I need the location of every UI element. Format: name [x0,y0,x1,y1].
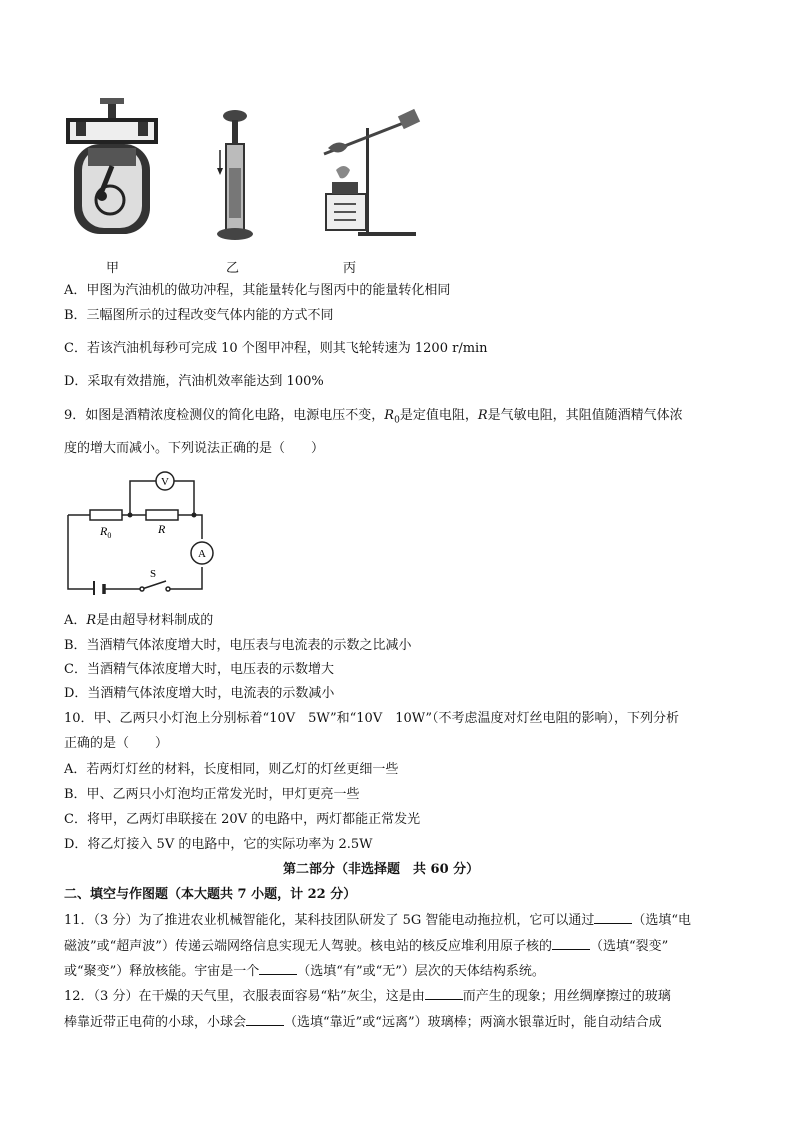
q9-stem-line1: 9．如图是酒精浓度检测仪的简化电路，电源电压不变，$R_0$是定值电阻，R是气敏电阻，其阻值随酒精气体浓 [64,408,683,426]
ammeter-symbol: A [198,548,206,560]
q11-line2: 磁波”或“超声波”）传递云端网络信息实现无人驾驶。核电站的核反应堆利用原子核的 （选填“裂变” [64,939,669,954]
q10-option-d: D．将乙灯接入 5V 的电路中，它的实际功率为 2.5W [64,837,373,852]
figure-label-jia: 甲 [106,261,120,276]
q10-option-c: C．将甲，乙两灯串联接在 20V 的电路中，两灯都能正常发光 [64,812,421,827]
test-tube-heating-figure [318,108,424,240]
switch-label: S [150,568,157,580]
r0-label: $R_0$ [100,524,112,540]
q8-option-c: C．若该汽油机每秒可完成 10 个图甲冲程，则其飞轮转速为 1200 r/min [64,341,488,356]
q10-option-b: B．甲、乙两只小灯泡均正常发光时，甲灯更亮一些 [64,787,360,802]
answer-blank[interactable] [259,962,297,975]
q8-option-d: D．采取有效措施，汽油机效率能达到 100% [64,374,324,389]
q9-stem-line2: 度的增大而减小。下列说法正确的是（ ） [64,441,325,456]
q9-option-b: B．当酒精气体浓度增大时，电压表与电流表的示数之比减小 [64,638,412,653]
q12-line1: 12．（3 分）在干燥的天气里，衣服表面容易“粘”灰尘，这是由 而产生的现象；用丝绸摩擦过的玻璃 [64,989,671,1004]
answer-blank[interactable] [552,937,590,950]
q10-option-a: A．若两灯灯丝的材料，长度相同，则乙灯的灯丝更细一些 [64,762,399,777]
answer-blank[interactable] [425,987,463,1000]
figure-label-yi: 乙 [226,261,240,276]
q9-option-a: A．R是由超导材料制成的 [64,613,214,628]
r-label: R [158,522,166,536]
q10-stem-line1: 10．甲、乙两只小灯泡上分别标着“10V 5W”和“10V 10W”（不考虑温度对灯丝电阻的影响），下列分析 [64,711,680,726]
q9-option-c: C．当酒精气体浓度增大时，电压表的示数增大 [64,662,334,677]
answer-blank[interactable] [594,911,632,924]
q8-option-a: A．甲图为汽油机的做功冲程，其能量转化与图丙中的能量转化相同 [64,283,451,298]
q11-line3: 或“聚变”）释放核能。宇宙是一个 （选填“有”或“无”）层次的天体结构系统。 [64,964,545,979]
alcohol-detector-circuit [64,465,224,595]
q11-line1: 11．（3 分）为了推进农业机械智能化，某科技团队研发了 5G 智能电动拖拉机，它可以通过 （选填“电 [64,913,692,928]
fire-piston-figure [212,108,258,242]
answer-blank[interactable] [246,1013,284,1026]
voltmeter-symbol: V [161,476,169,488]
figure-label-bing: 丙 [343,261,357,276]
q12-line2: 棒靠近带正电荷的小球，小球会 （选填“靠近”或“远离”）玻璃棒；两滴水银靠近时，能自动结合成 [64,1015,662,1030]
q9-option-d: D．当酒精气体浓度增大时，电流表的示数减小 [64,686,335,701]
part2-title: 第二部分（非选择题 共 60 分） [283,862,480,877]
q8-option-b: B．三幅图所示的过程改变气体内能的方式不同 [64,308,334,323]
q10-stem-line2: 正确的是（ ） [64,736,169,751]
section-title: 二、填空与作图题（本大题共 7 小题，计 22 分） [64,887,357,902]
engine-cylinder-figure [62,96,162,242]
